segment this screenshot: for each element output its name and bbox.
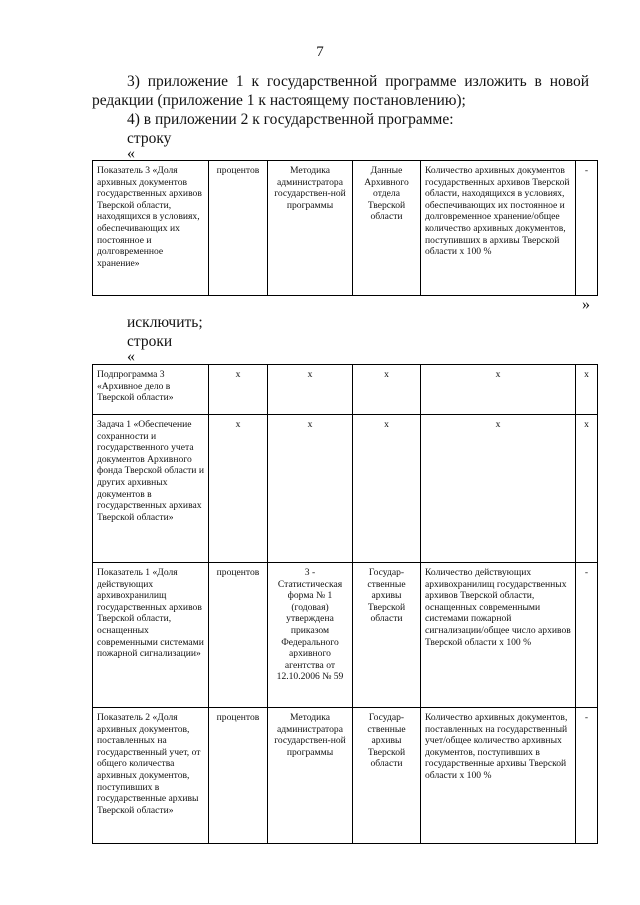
cell-unit: процентов	[209, 708, 268, 844]
table-row	[93, 563, 598, 708]
cell-indicator-name: Показатель 2 «Доля архивных документов, поставленных на государственный учет, от общего количества архивных документов, поступивших в государственные архивы Тверской области»	[93, 708, 209, 844]
cell-source: х	[353, 415, 421, 563]
table-new-rows	[92, 364, 598, 844]
cell-extra: х	[576, 415, 598, 563]
cell-indicator-name: Подпрограмма 3 «Архивное дело в Тверской области»	[93, 365, 209, 415]
table-row	[93, 708, 598, 844]
cell-unit: х	[209, 415, 268, 563]
cell-formula: Количество архивных документов государственных архивов Тверской области, находящихся в условиях, обеспечивающих их постоянное и долговременное хранение/общее количество архивных документов, поступивших в архивы Тверской области х 100 %	[421, 161, 576, 296]
open-quote-2: «	[127, 348, 135, 365]
cell-source: Государ-ственные архивы Тверской области	[353, 563, 421, 708]
cell-indicator-name: Задача 1 «Обеспечение сохранности и государственного учета документов Архивного фонда Тверской области и других архивных документов в государственных архивах Тверской области»	[93, 415, 209, 563]
cell-formula: х	[421, 415, 576, 563]
cell-unit: х	[209, 365, 268, 415]
cell-unit: процентов	[209, 563, 268, 708]
cell-method: Методика администратора государствен-ной программы	[268, 708, 353, 844]
cell-method: 3 - Статистическая форма № 1 (годовая) утверждена приказом Федерального архивного агентства от 12.10.2006 № 59	[268, 563, 353, 708]
cell-method: х	[268, 415, 353, 563]
cell-extra: -	[576, 563, 598, 708]
cell-indicator-name: Показатель 1 «Доля действующих архивохранилищ государственных архивов Тверской области, оснащенных современными системами пожарной сигнализации»	[93, 563, 209, 708]
table-row-to-replace	[92, 160, 598, 296]
table-row	[93, 415, 598, 563]
cell-method: Методика администратора государствен-ной программы	[268, 161, 353, 296]
cell-extra: х	[576, 365, 598, 415]
cell-formula: Количество действующих архивохранилищ государственных архивов Тверской области, оснащенных современными системами пожарной сигнализации/общее число архивов Тверской области х 100 %	[421, 563, 576, 708]
close-quote: »	[582, 296, 590, 313]
open-quote-1: «	[127, 145, 135, 162]
cell-extra: -	[576, 161, 598, 296]
cell-unit: процентов	[209, 161, 268, 296]
table-row	[93, 365, 598, 415]
cell-source: Данные Архивного отдела Тверской области	[353, 161, 421, 296]
exclude-text: исключить;	[127, 314, 203, 331]
rows-text: строки	[127, 333, 173, 350]
intro-line-3: 4) в приложении 2 к государственной программе:	[127, 111, 454, 128]
cell-formula: х	[421, 365, 576, 415]
cell-indicator-name: Показатель 3 «Доля архивных документов государственных архивов Тверской области, находящихся в условиях, обеспечивающих их постоянное и долговременное хранение»	[93, 161, 209, 296]
cell-source: Государ-ственные архивы Тверской области	[353, 708, 421, 844]
cell-method: х	[268, 365, 353, 415]
intro-line-1: 3) приложение 1 к государственной программе изложить в новой	[127, 73, 589, 90]
table-row	[93, 161, 598, 296]
page-number: 7	[316, 44, 324, 60]
intro-line-4: строку	[127, 130, 172, 147]
cell-source: х	[353, 365, 421, 415]
intro-line-2: редакции (приложение 1 к настоящему постановлению);	[92, 92, 466, 109]
cell-extra: -	[576, 708, 598, 844]
cell-formula: Количество архивных документов, поставленных на государственный учет/общее количество архивных документов, поступивших в государственные архивы Тверской области х 100 %	[421, 708, 576, 844]
